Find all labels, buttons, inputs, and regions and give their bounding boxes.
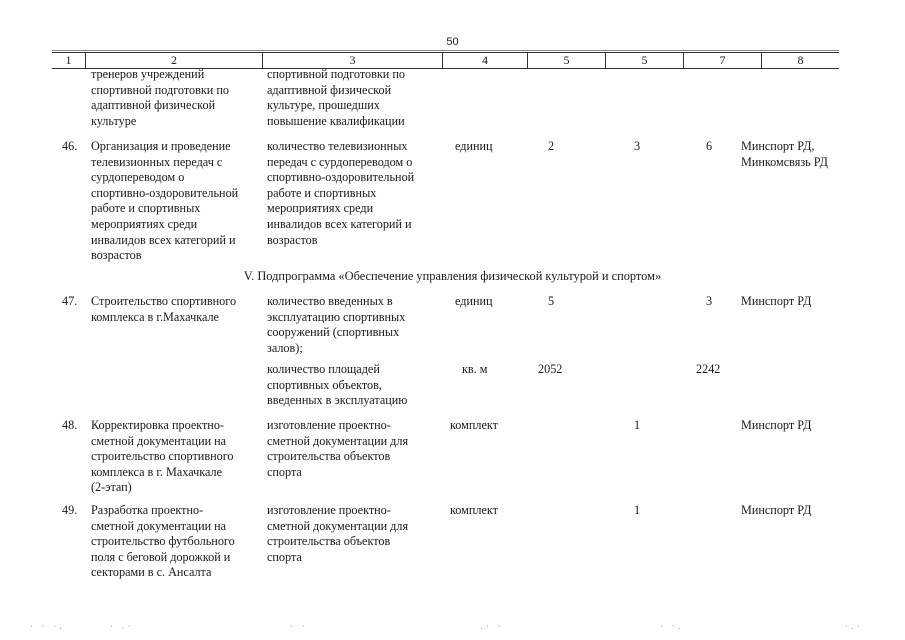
header-col-6: 5 <box>605 53 683 68</box>
row-48-executor: Минспорт РД <box>741 418 812 432</box>
row-48-unit: комплект <box>450 418 498 432</box>
row-48-indicator: изготовление проектно- сметной документации для строительства объектов спорта <box>267 418 409 479</box>
row-46-number: 46. <box>62 139 78 153</box>
header-col-4: 4 <box>442 53 527 68</box>
row-47-unit: единиц <box>455 294 493 308</box>
row-46-col7: 6 <box>706 139 713 153</box>
header-col-3: 3 <box>262 53 442 68</box>
row-47-col7: 3 <box>706 294 713 308</box>
scan-noise: ·.· <box>845 622 863 632</box>
row-49-indicator: изготовление проектно- сметной документации для строительства объектов спорта <box>267 503 409 564</box>
header-col-2: 2 <box>85 53 262 68</box>
scan-noise: · · <box>290 622 308 632</box>
row-47-sub-unit: кв. м <box>462 362 488 376</box>
row-47-executor: Минспорт РД <box>741 294 812 308</box>
section-heading: V. Подпрограмма «Обеспечение управления физической культурой и спортом» <box>243 269 662 283</box>
row-46-executor: Минспорт РД, Минкомсвязь РД <box>741 139 828 169</box>
row-48-col6: 1 <box>634 418 641 432</box>
row-46-unit: единиц <box>455 139 493 153</box>
row-47-indicator: количество введенных в эксплуатацию спортивных сооружений (спортивных залов); <box>267 294 406 355</box>
row-48-number: 48. <box>62 418 78 432</box>
row-47-sub-col5: 2052 <box>538 362 563 376</box>
carryover-name: тренеров учреждений спортивной подготовки по адаптивной физической культуре <box>91 67 229 128</box>
carryover-indicator: спортивной подготовки по адаптивной физической культуре, прошедших повышение квалификации <box>267 67 405 128</box>
row-47-sub-col7: 2242 <box>696 362 721 376</box>
header-col-8: 8 <box>761 53 839 68</box>
header-col-1: 1 <box>65 53 72 67</box>
row-47-col5: 5 <box>548 294 555 308</box>
row-49-number: 49. <box>62 503 78 517</box>
scan-noise: · · ·. <box>30 622 66 632</box>
row-49-name: Разработка проектно- сметной документации на строительство футбольного поля с беговой дорожкой и секторами в с. Ансалта <box>91 503 235 580</box>
scan-noise: · ·. <box>660 622 684 632</box>
row-46-col5: 2 <box>548 139 555 153</box>
row-47-name: Строительство спортивного комплекса в г.Махачкале <box>91 294 237 324</box>
row-49-executor: Минспорт РД <box>741 503 812 517</box>
header-col-5: 5 <box>527 53 605 68</box>
row-47-number: 47. <box>62 294 78 308</box>
row-46-name: Организация и проведение телевизионных передач с сурдопереводом о спортивно-оздоровительной работе и спортивных мероприятиях среди инвалидов всех категорий и возрастов <box>91 139 239 263</box>
scan-noise: .· · <box>480 622 504 632</box>
row-47-sub-indicator: количество площадей спортивных объектов, введенных в эксплуатацию <box>267 362 408 408</box>
scan-noise: · .· <box>110 622 134 632</box>
row-48-name: Корректировка проектно- сметной документации на строительство спортивного комплекса в г. Махачкале (2-этап) <box>91 418 234 495</box>
row-46-indicator: количество телевизионных передач с сурдопереводом о спортивно-оздоровительной работе и спортивных мероприятиях среди инвалидов всех категорий и возрастов <box>267 139 415 247</box>
row-49-col6: 1 <box>634 503 641 517</box>
row-46-col6: 3 <box>634 139 641 153</box>
page-number: 50 <box>446 36 459 48</box>
header-col-7: 7 <box>683 53 761 68</box>
top-rule <box>52 50 839 51</box>
row-49-unit: комплект <box>450 503 498 517</box>
